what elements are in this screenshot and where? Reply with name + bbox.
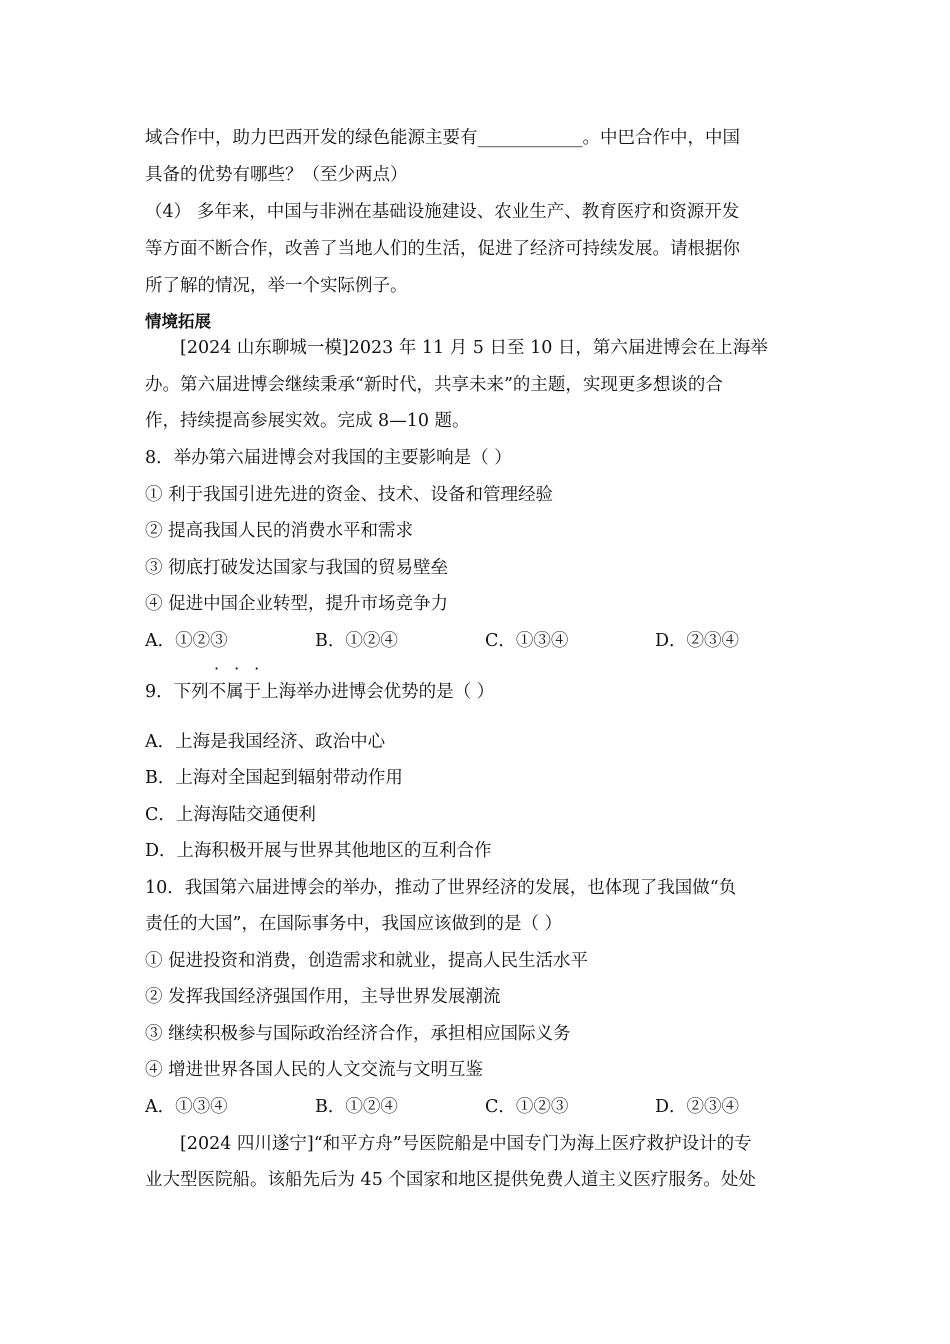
passage2-line-2: 业大型医院船。该船先后为 45 个国家和地区提供免费人道主义医疗服务。处处 bbox=[145, 1170, 756, 1190]
passage1-line-2: 办。第六届进博会继续秉承“新时代，共享未来”的主题，实现更多想谈的合 bbox=[145, 375, 723, 395]
q8-stem: 8．举办第六届进博会对我国的主要影响是（ ） bbox=[145, 448, 512, 468]
q8-option-a: A．①②③ bbox=[145, 631, 228, 651]
q8-option-d: D．②③④ bbox=[655, 631, 740, 651]
q9-stem: 9．下列不属于上海举办进博会优势的是（ ） bbox=[145, 682, 495, 702]
q4-line-2: 等方面不断合作，改善了当地人们的生活，促进了经济可持续发展。请根据你 bbox=[145, 239, 740, 259]
q9-option-b: B．上海对全国起到辐射带动作用 bbox=[145, 768, 403, 788]
q8-item-2: ② 提高我国人民的消费水平和需求 bbox=[145, 521, 414, 541]
q8-item-3: ③ 彻底打破发达国家与我国的贸易壁垒 bbox=[145, 558, 449, 578]
q8-item-4: ④ 促进中国企业转型，提升市场竞争力 bbox=[145, 594, 449, 614]
q10-item-3: ③ 继续积极参与国际政治经济合作，承担相应国际义务 bbox=[145, 1024, 571, 1044]
q9-option-d: D．上海积极开展与世界其他地区的互利合作 bbox=[145, 841, 492, 861]
q4-line-3: 所了解的情况，举一个实际例子。 bbox=[145, 276, 408, 296]
q10-option-c: C．①②③ bbox=[485, 1097, 569, 1117]
intro-line-1: 域合作中，助力巴西开发的绿色能源主要有____________。中巴合作中，中国 bbox=[145, 128, 740, 148]
q10-item-4: ④ 增进世界各国人民的人文交流与文明互鉴 bbox=[145, 1060, 484, 1080]
passage2-line-1: [2024 四川遂宁]“和平方舟”号医院船是中国专门为海上医疗救护设计的专 bbox=[180, 1134, 752, 1154]
q10-option-a: A．①③④ bbox=[145, 1097, 228, 1117]
q8-item-1: ① 利于我国引进先进的资金、技术、设备和管理经验 bbox=[145, 485, 554, 505]
emphasis-dots: ··· bbox=[214, 659, 275, 678]
passage1-line-1: [2024 山东聊城一模]2023 年 11 月 5 日至 10 日，第六届进博会在上海举 bbox=[180, 338, 768, 358]
q9-option-c: C．上海海陆交通便利 bbox=[145, 805, 316, 825]
q8-option-b: B．①②④ bbox=[315, 631, 398, 651]
section-heading: 情境拓展 bbox=[145, 312, 211, 331]
intro-line-2: 具备的优势有哪些？（至少两点） bbox=[145, 165, 408, 185]
q10-option-d: D．②③④ bbox=[655, 1097, 740, 1117]
q4-line-1: （4） 多年来，中国与非洲在基础设施建设、农业生产、教育医疗和资源开发 bbox=[145, 202, 740, 222]
q9-option-a: A．上海是我国经济、政治中心 bbox=[145, 732, 386, 752]
q10-item-2: ② 发挥我国经济强国作用，主导世界发展潮流 bbox=[145, 987, 501, 1007]
q10-stem-line-2: 责任的大国”，在国际事务中，我国应该做到的是（ ） bbox=[145, 914, 563, 934]
q10-option-b: B．①②④ bbox=[315, 1097, 398, 1117]
q8-option-c: C．①③④ bbox=[485, 631, 569, 651]
passage1-line-3: 作，持续提高参展实效。完成 8—10 题。 bbox=[145, 411, 470, 431]
q10-item-1: ① 促进投资和消费，创造需求和就业，提高人民生活水平 bbox=[145, 951, 589, 971]
q10-stem-line-1: 10．我国第六届进博会的举办，推动了世界经济的发展，也体现了我国做“负 bbox=[145, 878, 737, 898]
